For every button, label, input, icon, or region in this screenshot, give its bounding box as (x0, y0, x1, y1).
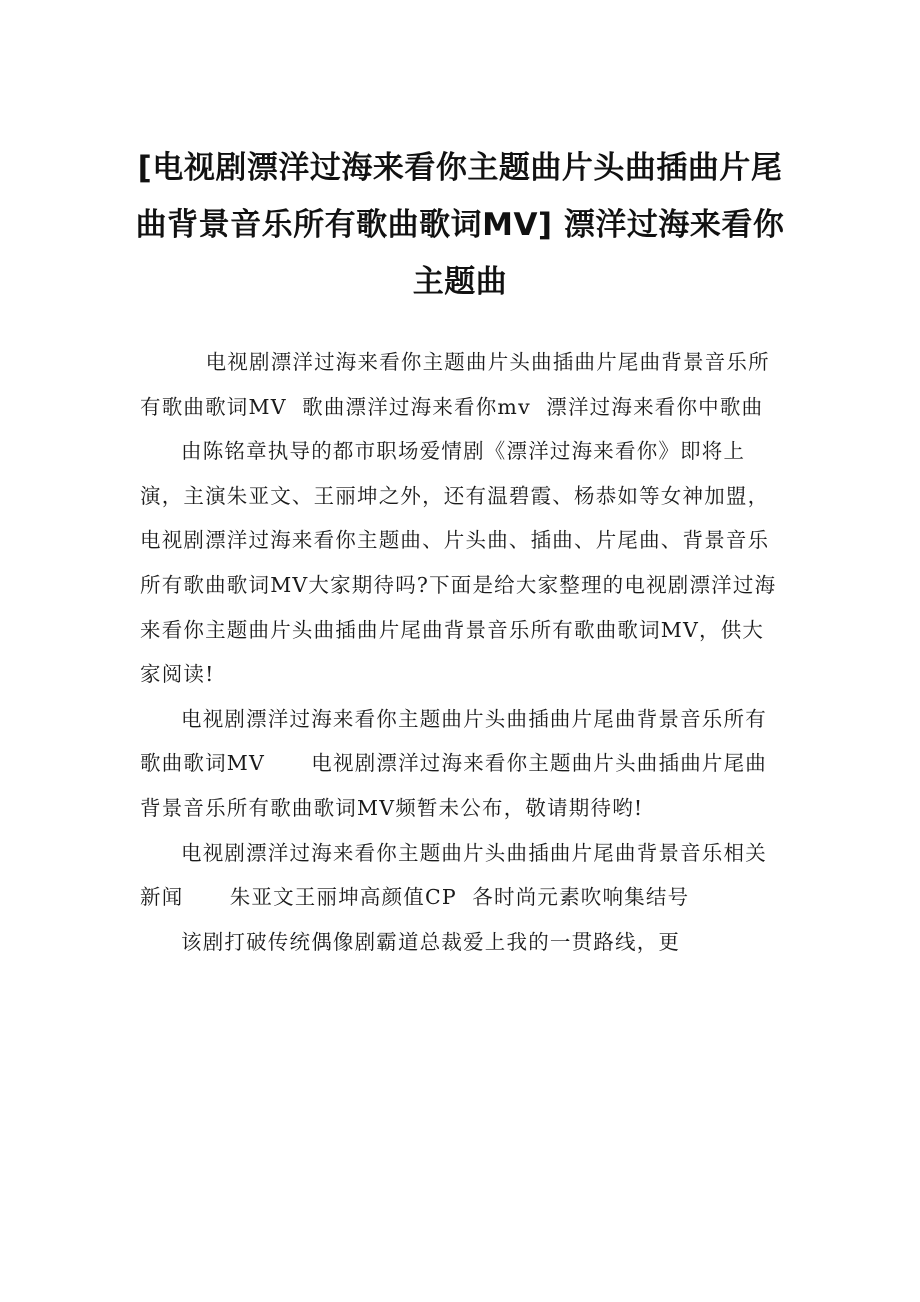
paragraph-related-news: 电视剧漂洋过海来看你主题曲片头曲插曲片尾曲背景音乐相关新闻 朱亚文王丽坤高颜值CP 各时尚元素吹响集结号 (140, 840, 767, 910)
document-body (140, 340, 785, 964)
paragraph-drama-overview: 由陈铭章执导的都市职场爱情剧《漂洋过海来看你》即将上演，主演朱亚文、王丽坤之外，还有温碧霞、杨恭如等女神加盟，电视剧漂洋过海来看你主题曲、片头曲、插曲、片尾曲、背景音乐所有歌曲歌词MV大家期待吗?下面是给大家整理的电视剧漂洋过海来看你主题曲片头曲插曲片尾曲背景音乐所有歌曲歌词MV，供大家阅读! (140, 439, 777, 687)
paragraph-mv-status: 电视剧漂洋过海来看你主题曲片头曲插曲片尾曲背景音乐所有歌曲歌词MV 电视剧漂洋过海来看你主题曲片头曲插曲片尾曲背景音乐所有歌曲歌词MV频暂未公布，敬请期待哟! (140, 706, 767, 820)
paragraph-plot-start: 该剧打破传统偶像剧霸道总裁爱上我的一贯路线，更 (181, 929, 681, 954)
paragraph-intro: 电视剧漂洋过海来看你主题曲片头曲插曲片尾曲背景音乐所有歌曲歌词MV 歌曲漂洋过海来看你mv 漂洋过海来看你中歌曲 (140, 350, 770, 419)
document-title: [电视剧漂洋过海来看你主题曲片头曲插曲片尾曲背景音乐所有歌曲歌词MV] 漂洋过海来看你主题曲 (135, 150, 785, 300)
